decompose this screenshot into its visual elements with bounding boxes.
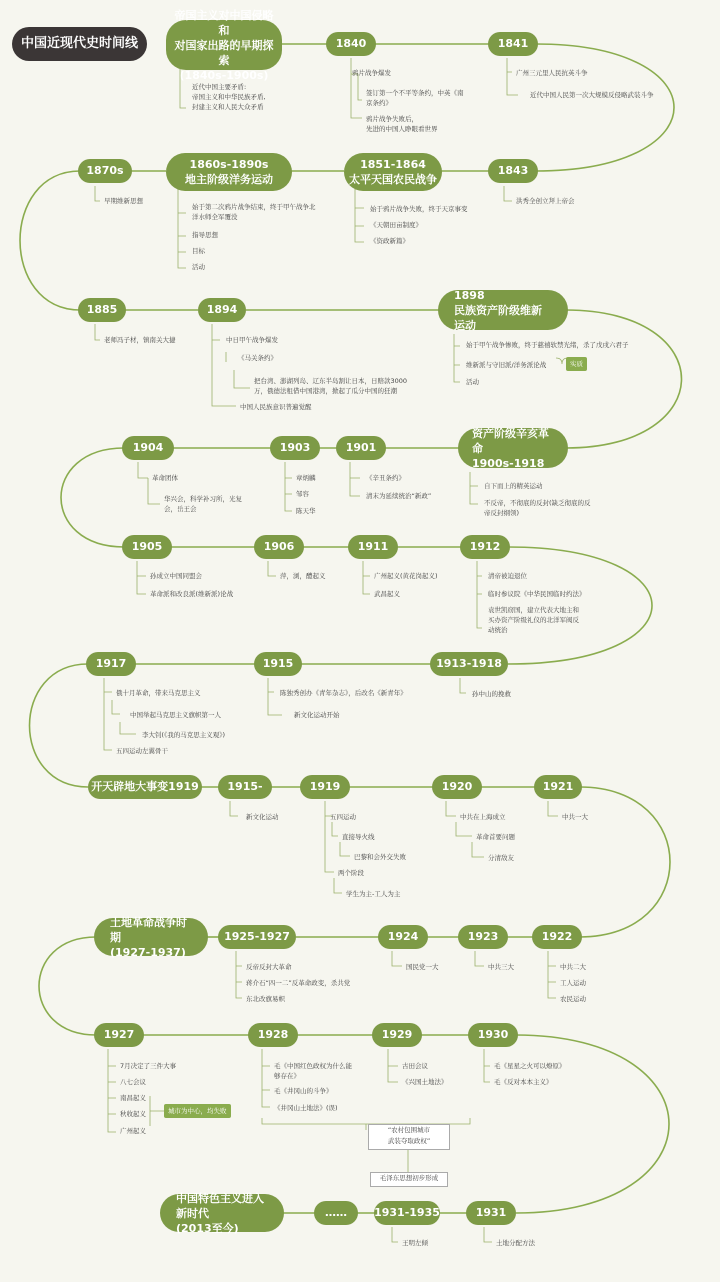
note-1923-a: 中共三大 — [488, 963, 514, 971]
node-1898 — [438, 290, 568, 330]
note-1894-b: 《马关条约》 — [238, 354, 277, 362]
note-1915b-a: 新文化运动 — [246, 813, 279, 821]
note-1927-a: 7月决定了三件大事 — [120, 1062, 177, 1070]
note-1841-a: 广州三元里人民抗英斗争 — [516, 69, 588, 77]
node-1919: 1919 — [300, 775, 350, 799]
node-1928: 1928 — [248, 1023, 298, 1047]
note-1906-a: 萍，浏，醴起义 — [280, 572, 326, 580]
node-yangwu — [166, 153, 292, 191]
node-taiping-l1: 1851-1864 — [360, 158, 426, 171]
node-1913-1918: 1913-1918 — [430, 652, 508, 676]
node-ellipsis: …… — [314, 1201, 358, 1225]
node-taiping — [344, 153, 442, 191]
note-1919-b: 直接导火线 — [342, 833, 375, 841]
node-1904: 1904 — [122, 436, 174, 460]
node-1898-l1: 1898 — [454, 288, 485, 302]
node-1894: 1894 — [198, 298, 246, 322]
note-1901-a: 《辛丑条约》 — [366, 474, 405, 482]
note-1843-a: 洪秀全创立拜上帝会 — [516, 197, 575, 205]
node-1885: 1885 — [78, 298, 126, 322]
note-1920-c: 分清敌友 — [488, 854, 514, 862]
note-taiping-b: 《天朝田亩制度》 — [370, 221, 422, 229]
node-1923: 1923 — [458, 925, 508, 949]
page-title: 中国近现代史时间线 — [12, 27, 147, 61]
note-1840-a: 鸦片战争爆发 — [352, 69, 391, 77]
note-xinhai-b: 不反帝，不彻底的反封(缺乏彻底的反 — [484, 499, 591, 507]
note-yangwu-a2: 洋水师全军覆没 — [192, 213, 238, 221]
node-kaitian-1919: 开天辟地大事变1919 — [88, 775, 202, 799]
note-1915-b: 新文化运动开始 — [294, 711, 340, 719]
node-1840: 1840 — [326, 32, 376, 56]
note-1912-c2: 买办资产阶级礼仪的北洋军阀反 — [488, 616, 579, 624]
note-1894-c: 把台湾、澎湖列岛、辽东半岛割让日本，日赔款3000 — [254, 377, 408, 385]
note-taiping-a: 始于鸦片战争失败，终于天京事变 — [370, 205, 468, 213]
tag-1927-city: 城市为中心，均失败 — [164, 1104, 231, 1118]
note-1927-e: 广州起义 — [120, 1127, 146, 1135]
note-1898-a: 始于甲午战争惨败，终于慈禧软禁光绪，杀了戊戌六君子 — [466, 341, 629, 349]
node-taiping-l2: 太平天国农民战争 — [349, 173, 437, 186]
note-1915-a: 陈独秀创办《青年杂志》，后改名《新青年》 — [280, 689, 407, 697]
note-1912-c3: 动统治 — [488, 626, 508, 634]
node-xinhai-l1: 资产阶级辛亥革命 — [472, 426, 549, 455]
note-1928-a2: 够存在》 — [274, 1072, 300, 1080]
note-1929-a: 古田会议 — [402, 1062, 428, 1070]
node-1903: 1903 — [270, 436, 320, 460]
node-new-era — [160, 1191, 284, 1235]
note-1905-a: 孙成立中国同盟会 — [150, 572, 202, 580]
note-1913-a: 孙中山的挽救 — [472, 690, 511, 698]
node-yangwu-l2: 地主阶级洋务运动 — [185, 173, 273, 186]
box-rural-l2: 武装夺取政权” — [387, 1137, 431, 1145]
node-1843: 1843 — [488, 159, 538, 183]
note-1911-a: 广州起义(黄花岗起义) — [374, 572, 438, 580]
node-1915-dash: 1915- — [218, 775, 272, 799]
node-1870s: 1870s — [78, 159, 132, 183]
node-1927: 1927 — [94, 1023, 144, 1047]
note-1917-a: 俄十月革命，带来马克思主义 — [116, 689, 201, 697]
box-rural-encircle — [368, 1124, 450, 1150]
node-1917: 1917 — [86, 652, 136, 676]
note-1917-c: 李大钊(《我的马克思主义观》) — [142, 731, 226, 739]
node-tudi-l2: (1927-1937) — [110, 945, 186, 959]
note-yangwu-c: 目标 — [192, 247, 205, 255]
note-1904-b: 华兴会，科学补习所，光复 — [164, 495, 242, 503]
note-1917-b: 中国举起马克思主义旗帜第一人 — [130, 711, 221, 719]
note-1922-c: 农民运动 — [560, 995, 586, 1003]
node-1901: 1901 — [336, 436, 386, 460]
node-xinhai-l2: 1900s-1918 — [472, 456, 545, 470]
note-1919-c: 巴黎和会外交失败 — [354, 853, 406, 861]
note-1920-a: 中共在上海成立 — [460, 813, 506, 821]
note-1894-d: 中国人民族意识普遍觉醒 — [240, 403, 312, 411]
note-1927-d: 秋收起义 — [120, 1110, 146, 1118]
note-xinhai-a: 自下而上的精英运动 — [484, 482, 543, 490]
note-1925-c: 东北改旗易帜 — [246, 995, 285, 1003]
note-yangwu-d: 活动 — [192, 263, 205, 271]
note-1903-b: 邹容 — [296, 490, 309, 498]
note-1930-b: 毛《反对本本主义》 — [494, 1078, 553, 1086]
note-1931-a: 土地分配方法 — [496, 1239, 535, 1247]
note-1841-b: 近代中国人民第一次大规模反侵略武装斗争 — [530, 91, 654, 99]
note-1922-b: 工人运动 — [560, 979, 586, 987]
note-1919-d: 两个阶段 — [338, 869, 364, 877]
node-1924: 1924 — [378, 925, 428, 949]
node-early-exploration — [166, 8, 282, 82]
box-mao-thought: 毛泽东思想初步形成 — [370, 1172, 448, 1187]
tag-1898-shizhi: 实质 — [566, 357, 587, 371]
note-1928-a: 毛《中国红色政权为什么能 — [274, 1062, 352, 1070]
note-1929-b: 《兴国土地法》 — [402, 1078, 448, 1086]
node-early-l1: 帝国主义对中国侵略和 — [174, 8, 274, 37]
note-1894-c2: 万，俄德法租借中国港湾，掀起了瓜分中国的狂潮 — [254, 387, 397, 395]
note-1924-a: 国民党一大 — [406, 963, 439, 971]
note-1922-a: 中共二大 — [560, 963, 586, 971]
node-1906: 1906 — [254, 535, 304, 559]
note-1928-b: 毛《井冈山的斗争》 — [274, 1087, 333, 1095]
note-1928-c: 《井冈山土地法》(误) — [274, 1104, 338, 1112]
note-1870-a: 早期维新思想 — [104, 197, 143, 205]
note-1921-a: 中共一大 — [562, 813, 588, 821]
node-xinhai — [458, 428, 568, 468]
node-tudi-l1: 土地革命战争时期 — [110, 915, 187, 944]
node-1930: 1930 — [468, 1023, 518, 1047]
note-early-3: 封建主义和人民大众矛盾 — [192, 103, 264, 111]
node-yangwu-l1: 1860s-1890s — [189, 158, 269, 171]
node-1905: 1905 — [122, 535, 172, 559]
note-1904-a: 革命团体 — [152, 474, 178, 482]
note-1931a-a: 王明左倾 — [402, 1239, 428, 1247]
node-tudi — [94, 915, 208, 959]
node-1911: 1911 — [348, 535, 398, 559]
note-1903-a: 章炳麟 — [296, 474, 316, 482]
note-1903-c: 陈天华 — [296, 507, 316, 515]
node-new-era-l1: 中国特色主义进入新时代 — [176, 1191, 264, 1220]
note-1885-a: 老师冯子材，镇南关大捷 — [104, 336, 176, 344]
note-1917-d: 五四运动左翼骨干 — [116, 747, 168, 755]
note-early-2: 帝国主义和中华民族矛盾, — [192, 93, 266, 101]
note-1894-a: 中日甲午战争爆发 — [226, 336, 278, 344]
note-1905-b: 革命派和改良派(维新派)论战 — [150, 590, 234, 598]
note-1925-b: 蒋介石“四一二”反革命政变，杀共党 — [246, 979, 351, 987]
node-1921: 1921 — [534, 775, 582, 799]
node-1922: 1922 — [532, 925, 582, 949]
note-1840-c2: 先进的中国人睁眼看世界 — [366, 125, 438, 133]
note-1927-c: 南昌起义 — [120, 1094, 146, 1102]
node-1931: 1931 — [466, 1201, 516, 1225]
note-early-1: 近代中国主要矛盾: — [192, 83, 247, 91]
note-1925-a: 反帝反封大革命 — [246, 963, 292, 971]
note-1930-a: 毛《星星之火可以燎原》 — [494, 1062, 566, 1070]
note-1840-b: 签订第一个不平等条约，中英《南 — [366, 89, 464, 97]
note-1919-a: 五四运动 — [330, 813, 356, 821]
note-1840-b2: 京条约》 — [366, 99, 392, 107]
box-rural-l1: “农村包围城市 — [387, 1126, 431, 1134]
note-1911-b: 武昌起义 — [374, 590, 400, 598]
note-1904-b2: 会，岳王会 — [164, 505, 197, 513]
note-yangwu-b: 指导思想 — [192, 231, 218, 239]
node-1931-1935: 1931-1935 — [374, 1201, 440, 1225]
note-taiping-c: 《资政新篇》 — [370, 237, 409, 245]
node-1841: 1841 — [488, 32, 538, 56]
note-1898-b: 维新派与守旧派/洋务派论战 — [466, 361, 547, 369]
node-1920: 1920 — [432, 775, 482, 799]
note-1912-a: 清帝被迫退位 — [488, 572, 527, 580]
node-1929: 1929 — [372, 1023, 422, 1047]
node-early-l2: 对国家出路的早期探索 — [174, 38, 274, 67]
note-1912-b: 临时参议院《中华民国临时约法》 — [488, 590, 586, 598]
note-1901-b: 清末为延续统治“新政” — [366, 492, 432, 500]
note-1912-c: 袁世凯窃国，建立代表大地主和 — [488, 606, 579, 614]
node-1925-1927: 1925-1927 — [218, 925, 296, 949]
note-1920-b: 革命首要问题 — [476, 833, 515, 841]
node-1898-l2: 民族资产阶级维新运动 — [454, 303, 542, 332]
note-yangwu-a: 始于第二次鸦片战争结束，终于甲午战争北 — [192, 203, 316, 211]
note-1919-e: 学生为主-工人为主 — [346, 890, 401, 898]
note-1840-c: 鸦片战争失败后， — [366, 115, 418, 123]
node-early-l3: (1840s-1900s) — [179, 68, 269, 82]
note-xinhai-b2: 帝反封纲领) — [484, 509, 520, 517]
node-1915: 1915 — [254, 652, 302, 676]
node-1912: 1912 — [460, 535, 510, 559]
node-new-era-l2: (2013至今) — [176, 1221, 239, 1235]
note-1898-c: 活动 — [466, 378, 479, 386]
note-1927-b: 八七会议 — [120, 1078, 146, 1086]
